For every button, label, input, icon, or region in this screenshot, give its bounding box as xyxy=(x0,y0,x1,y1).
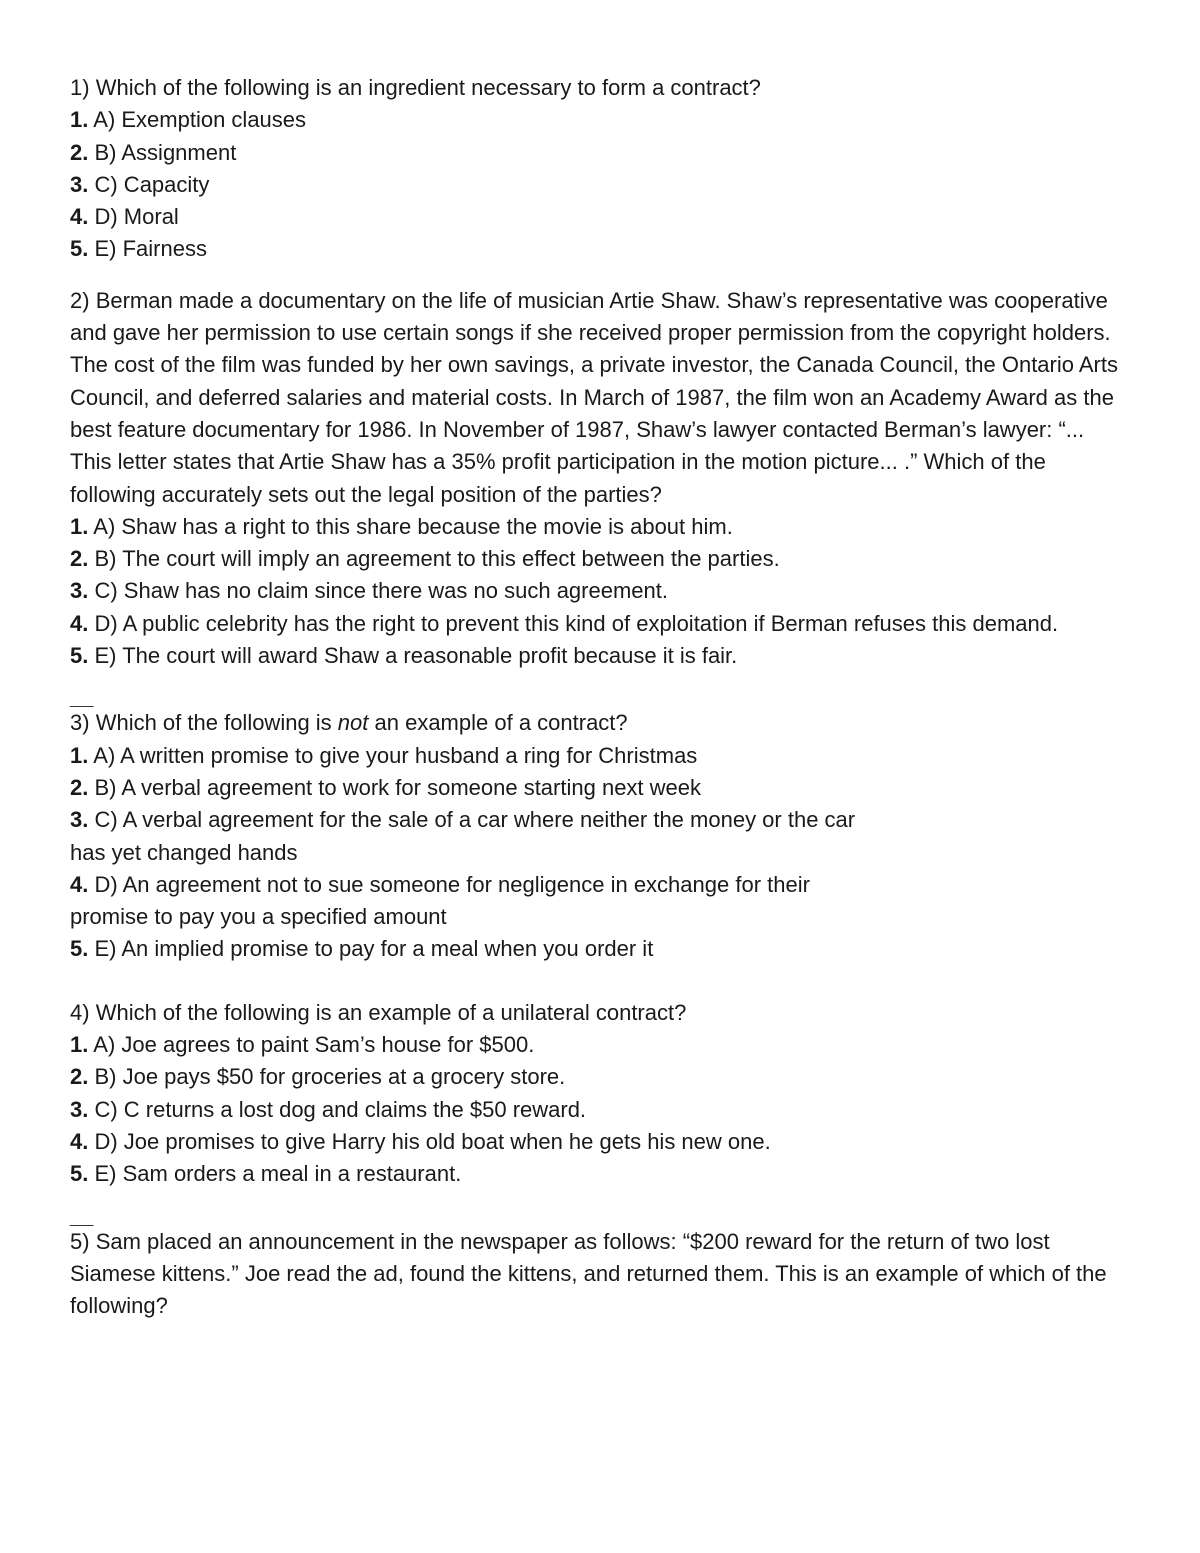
question-2-stem xyxy=(70,285,1130,511)
option xyxy=(70,772,1130,804)
separator-line: ___ xyxy=(70,691,94,708)
option-number: 5. xyxy=(70,643,89,669)
option-number: 3. xyxy=(70,578,89,604)
question-3-stem xyxy=(70,707,1130,739)
option-number: 3. xyxy=(70,807,89,833)
question-4 xyxy=(70,997,1130,1191)
option-text: D) A public celebrity has the right to prevent this kind of exploitation if Berman refuses this demand. xyxy=(94,610,1059,636)
question-number: 1) xyxy=(70,75,90,100)
question-number: 2) xyxy=(70,287,90,313)
question-text: Which of the following is an ingredient necessary to form a contract? xyxy=(95,75,761,100)
question-1-stem xyxy=(70,72,1130,104)
option-number: 5. xyxy=(70,936,89,962)
option xyxy=(70,575,1130,607)
option xyxy=(70,1158,1130,1190)
option-number: 1. xyxy=(70,513,89,539)
option xyxy=(70,511,1130,543)
option xyxy=(70,640,1130,672)
question-text-after: an example of a contract? xyxy=(368,710,628,736)
question-number: 3) xyxy=(70,710,90,736)
option xyxy=(70,608,1130,640)
option-text: D) An agreement not to sue someone for negligence in exchange for their promise to pay you a specified amount xyxy=(70,871,810,930)
option-number: 4. xyxy=(70,204,89,230)
separator-line: ___ xyxy=(70,1209,94,1226)
option-text: D) Moral xyxy=(94,204,179,230)
spacer xyxy=(70,966,1130,997)
option-text: A) Joe agrees to paint Sam’s house for $500. xyxy=(93,1032,535,1058)
option-number: 1. xyxy=(70,107,89,133)
option-number: 1. xyxy=(70,1032,89,1058)
question-4-stem xyxy=(70,997,1130,1029)
option xyxy=(70,137,1130,169)
option-number: 3. xyxy=(70,1096,89,1122)
option-text: E) Sam orders a meal in a restaurant. xyxy=(94,1161,462,1187)
option xyxy=(70,1094,1130,1126)
document-page xyxy=(70,72,1130,1322)
option xyxy=(70,233,1130,265)
option xyxy=(70,104,1130,136)
spacer xyxy=(70,266,1130,285)
option-text: C) Capacity xyxy=(94,171,210,197)
option-text: C) Shaw has no claim since there was no such agreement. xyxy=(94,578,668,604)
option-number: 5. xyxy=(70,236,89,262)
question-text-before: Which of the following is xyxy=(95,710,338,736)
option-number: 3. xyxy=(70,171,89,197)
question-text-emphasis: not xyxy=(337,710,369,736)
option xyxy=(70,543,1130,575)
question-text: Berman made a documentary on the life of musician Artie Shaw. Shaw’s representative was cooperative and gave her permission to use certain songs if she received proper permission from the copyright holders. The cost of the film was funded by her own savings, a private investor, the Canada Council, the Ontario Arts Council, and deferred salaries and material costs. In March of 1987, the film won an Academy Award as the best feature documentary for 1986. In November of 1987, Shaw’s lawyer contacted Berman’s lawyer: “... This letter states that Artie Shaw has a 35% profit participation in the motion picture... .” Which of the following accurately sets out the legal position of the parties? xyxy=(70,287,1118,507)
option-text: B) Assignment xyxy=(94,139,237,165)
question-text: Which of the following is an example of a unilateral contract? xyxy=(95,999,687,1025)
question-number: 5) xyxy=(70,1228,90,1254)
question-3 xyxy=(70,707,1130,965)
option-number: 4. xyxy=(70,1128,89,1154)
option xyxy=(70,201,1130,233)
question-1 xyxy=(70,72,1130,266)
option xyxy=(70,169,1130,201)
option xyxy=(70,1126,1130,1158)
option-number: 2. xyxy=(70,139,89,165)
option xyxy=(70,804,870,869)
question-5-stem xyxy=(70,1226,1130,1323)
question-5 xyxy=(70,1226,1130,1323)
option xyxy=(70,740,1130,772)
option-text: E) The court will award Shaw a reasonable profit because it is fair. xyxy=(94,643,738,669)
option-text: A) A written promise to give your husband a ring for Christmas xyxy=(93,742,698,768)
option-number: 5. xyxy=(70,1161,89,1187)
option-number: 2. xyxy=(70,774,89,800)
question-number: 4) xyxy=(70,999,90,1025)
option xyxy=(70,869,850,934)
option-text: C) C returns a lost dog and claims the $50 reward. xyxy=(94,1096,587,1122)
option-number: 2. xyxy=(70,1064,89,1090)
option-text: C) A verbal agreement for the sale of a car where neither the money or the car has yet changed hands xyxy=(70,807,856,865)
option-text: D) Joe promises to give Harry his old boat when he gets his new one. xyxy=(94,1128,771,1154)
question-2 xyxy=(70,285,1130,673)
option-text: A) Shaw has a right to this share because the movie is about him. xyxy=(93,513,733,539)
option-text: E) Fairness xyxy=(94,236,207,262)
option-text: E) An implied promise to pay for a meal when you order it xyxy=(94,936,654,962)
option-text: B) Joe pays $50 for groceries at a grocery store. xyxy=(94,1064,566,1090)
option xyxy=(70,1029,1130,1061)
option-number: 1. xyxy=(70,742,89,768)
option-number: 2. xyxy=(70,546,89,572)
option-text: B) A verbal agreement to work for someone starting next week xyxy=(94,774,702,800)
option-number: 4. xyxy=(70,610,89,636)
option xyxy=(70,933,1130,965)
question-text: Sam placed an announcement in the newspaper as follows: “$200 reward for the return of two lost Siamese kittens.” Joe read the ad, found the kittens, and returned them. This is an example of which of the following? xyxy=(70,1228,1107,1319)
option-text: B) The court will imply an agreement to this effect between the parties. xyxy=(94,546,780,572)
option-number: 4. xyxy=(70,871,89,897)
option-text: A) Exemption clauses xyxy=(93,107,307,133)
option xyxy=(70,1061,1130,1093)
